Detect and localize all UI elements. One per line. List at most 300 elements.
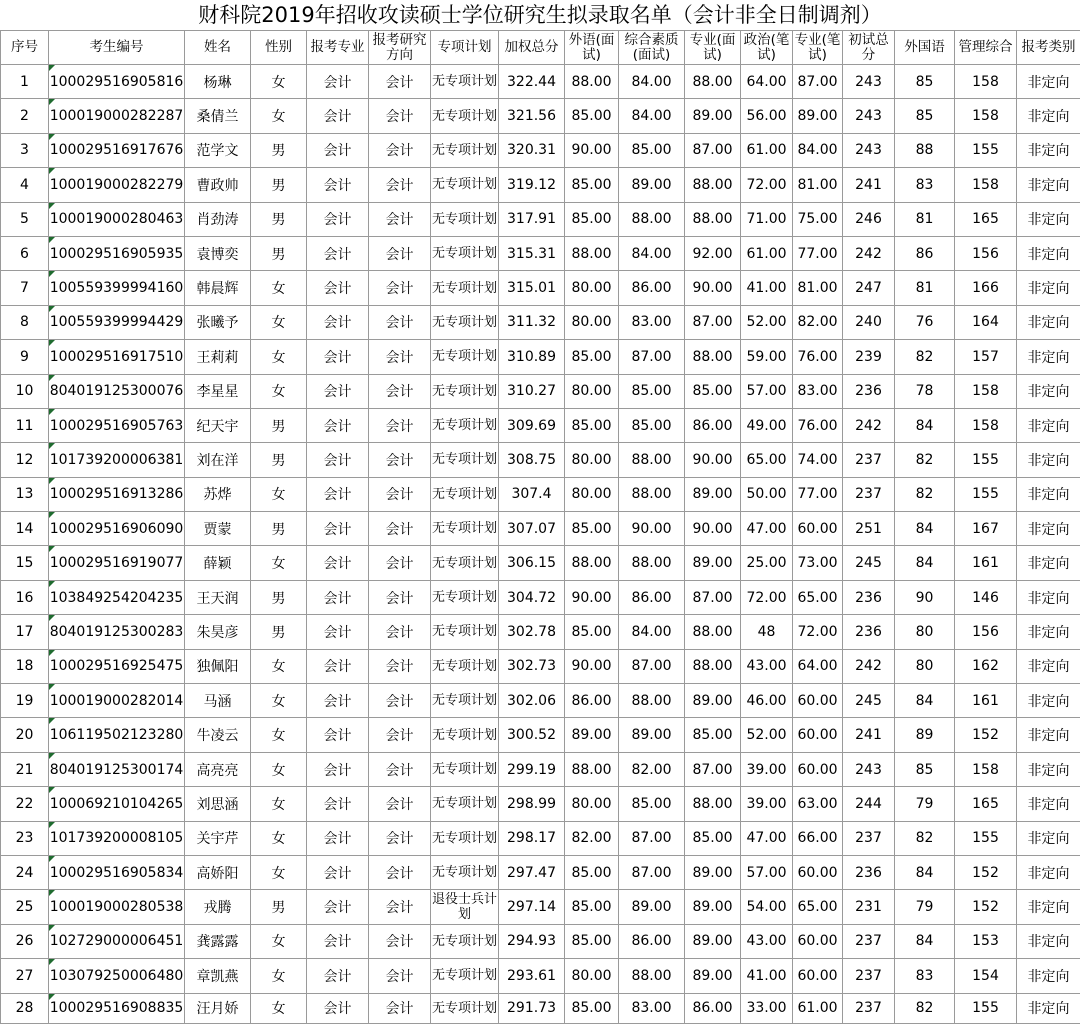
cell-major-written: 77.00 xyxy=(793,236,843,270)
cell-major-interview: 87.00 xyxy=(685,305,741,339)
table-row xyxy=(1,718,1080,752)
cell-major-interview: 89.00 xyxy=(685,890,741,924)
cell-special-plan: 无专项计划 xyxy=(431,477,499,511)
cell-overall-quality-interview: 84.00 xyxy=(619,236,685,270)
cell-major: 会计 xyxy=(307,821,369,855)
cell-politics-written: 43.00 xyxy=(741,924,793,958)
cell-special-plan: 退役士兵计划 xyxy=(431,890,499,924)
cell-research-direction: 会计 xyxy=(369,305,431,339)
cell-major-written: 60.00 xyxy=(793,924,843,958)
cell-major-interview: 86.00 xyxy=(685,408,741,442)
cell-management-comprehensive: 152 xyxy=(955,855,1017,889)
cell-politics-written: 72.00 xyxy=(741,168,793,202)
cell-politics-written: 57.00 xyxy=(741,855,793,889)
column-header-special-plan: 专项计划 xyxy=(431,31,499,65)
cell-application-category: 非定向 xyxy=(1017,787,1080,821)
cell-weighted-total: 299.19 xyxy=(499,752,565,786)
cell-weighted-total: 310.89 xyxy=(499,340,565,374)
cell-preliminary-total: 236 xyxy=(843,374,895,408)
cell-weighted-total: 302.78 xyxy=(499,615,565,649)
table-row xyxy=(1,855,1080,889)
cell-foreign-language-interview: 80.00 xyxy=(565,443,619,477)
cell-application-category: 非定向 xyxy=(1017,168,1080,202)
cell-management-comprehensive: 155 xyxy=(955,443,1017,477)
cell-weighted-total: 321.56 xyxy=(499,99,565,133)
cell-overall-quality-interview: 84.00 xyxy=(619,99,685,133)
cell-name: 王莉莉 xyxy=(185,340,251,374)
cell-management-comprehensive: 158 xyxy=(955,408,1017,442)
cell-preliminary-total: 242 xyxy=(843,236,895,270)
cell-major: 会计 xyxy=(307,65,369,99)
table-row xyxy=(1,236,1080,270)
cell-gender: 女 xyxy=(251,855,307,889)
cell-foreign-language-interview: 85.00 xyxy=(565,512,619,546)
cell-name: 李星星 xyxy=(185,374,251,408)
cell-major-written: 77.00 xyxy=(793,477,843,511)
cell-foreign-language: 90 xyxy=(895,580,955,614)
cell-foreign-language-interview: 89.00 xyxy=(565,718,619,752)
cell-major-written: 60.00 xyxy=(793,684,843,718)
cell-preliminary-total: 246 xyxy=(843,202,895,236)
table-row xyxy=(1,649,1080,683)
cell-weighted-total: 310.27 xyxy=(499,374,565,408)
cell-candidate-id: 103079250006480 xyxy=(49,959,185,993)
cell-major-written: 74.00 xyxy=(793,443,843,477)
cell-weighted-total: 319.12 xyxy=(499,168,565,202)
cell-candidate-id: 101739200006381 xyxy=(49,443,185,477)
cell-major-interview: 88.00 xyxy=(685,649,741,683)
cell-weighted-total: 317.91 xyxy=(499,202,565,236)
cell-special-plan: 无专项计划 xyxy=(431,99,499,133)
table-row xyxy=(1,684,1080,718)
cell-preliminary-total: 242 xyxy=(843,408,895,442)
cell-seq: 4 xyxy=(1,168,49,202)
cell-overall-quality-interview: 90.00 xyxy=(619,512,685,546)
cell-foreign-language: 82 xyxy=(895,821,955,855)
cell-major-written: 60.00 xyxy=(793,752,843,786)
cell-politics-written: 52.00 xyxy=(741,718,793,752)
cell-politics-written: 54.00 xyxy=(741,890,793,924)
admission-table xyxy=(0,30,1080,1024)
cell-candidate-id: 100559399994429 xyxy=(49,305,185,339)
cell-gender: 女 xyxy=(251,924,307,958)
cell-overall-quality-interview: 87.00 xyxy=(619,821,685,855)
cell-weighted-total: 293.61 xyxy=(499,959,565,993)
cell-special-plan: 无专项计划 xyxy=(431,959,499,993)
cell-name: 马涵 xyxy=(185,684,251,718)
cell-weighted-total: 297.14 xyxy=(499,890,565,924)
cell-name: 汪月娇 xyxy=(185,993,251,1023)
cell-weighted-total: 297.47 xyxy=(499,855,565,889)
cell-overall-quality-interview: 84.00 xyxy=(619,65,685,99)
cell-overall-quality-interview: 84.00 xyxy=(619,615,685,649)
cell-overall-quality-interview: 88.00 xyxy=(619,959,685,993)
cell-research-direction: 会计 xyxy=(369,133,431,167)
column-header-seq: 序号 xyxy=(1,31,49,65)
cell-major-written: 76.00 xyxy=(793,340,843,374)
cell-major-written: 87.00 xyxy=(793,65,843,99)
cell-special-plan: 无专项计划 xyxy=(431,340,499,374)
cell-candidate-id: 100019000282279 xyxy=(49,168,185,202)
column-header-application-category: 报考类别 xyxy=(1017,31,1080,65)
cell-name: 刘在洋 xyxy=(185,443,251,477)
cell-management-comprehensive: 161 xyxy=(955,684,1017,718)
cell-foreign-language: 82 xyxy=(895,340,955,374)
cell-special-plan: 无专项计划 xyxy=(431,684,499,718)
cell-research-direction: 会计 xyxy=(369,684,431,718)
cell-overall-quality-interview: 88.00 xyxy=(619,684,685,718)
cell-research-direction: 会计 xyxy=(369,821,431,855)
cell-foreign-language-interview: 82.00 xyxy=(565,821,619,855)
cell-foreign-language: 84 xyxy=(895,924,955,958)
cell-gender: 女 xyxy=(251,477,307,511)
cell-major: 会计 xyxy=(307,202,369,236)
cell-major-interview: 92.00 xyxy=(685,236,741,270)
cell-special-plan: 无专项计划 xyxy=(431,787,499,821)
cell-candidate-id: 100559399994160 xyxy=(49,271,185,305)
cell-application-category: 非定向 xyxy=(1017,408,1080,442)
cell-foreign-language-interview: 80.00 xyxy=(565,374,619,408)
cell-seq: 13 xyxy=(1,477,49,511)
cell-major-written: 60.00 xyxy=(793,718,843,752)
cell-politics-written: 25.00 xyxy=(741,546,793,580)
cell-weighted-total: 300.52 xyxy=(499,718,565,752)
cell-major-interview: 88.00 xyxy=(685,168,741,202)
table-row xyxy=(1,340,1080,374)
cell-seq: 1 xyxy=(1,65,49,99)
column-header-major-written: 专业(笔试) xyxy=(793,31,843,65)
cell-major-written: 75.00 xyxy=(793,202,843,236)
cell-foreign-language-interview: 85.00 xyxy=(565,202,619,236)
cell-weighted-total: 302.06 xyxy=(499,684,565,718)
cell-research-direction: 会计 xyxy=(369,752,431,786)
cell-major: 会计 xyxy=(307,993,369,1023)
cell-management-comprehensive: 158 xyxy=(955,65,1017,99)
cell-major-written: 72.00 xyxy=(793,615,843,649)
cell-gender: 女 xyxy=(251,65,307,99)
cell-seq: 27 xyxy=(1,959,49,993)
cell-candidate-id: 100029516917510 xyxy=(49,340,185,374)
cell-application-category: 非定向 xyxy=(1017,133,1080,167)
cell-major-interview: 89.00 xyxy=(685,959,741,993)
cell-special-plan: 无专项计划 xyxy=(431,236,499,270)
cell-major: 会计 xyxy=(307,340,369,374)
cell-special-plan: 无专项计划 xyxy=(431,855,499,889)
cell-gender: 男 xyxy=(251,580,307,614)
cell-overall-quality-interview: 83.00 xyxy=(619,993,685,1023)
cell-seq: 18 xyxy=(1,649,49,683)
cell-foreign-language: 83 xyxy=(895,959,955,993)
cell-seq: 21 xyxy=(1,752,49,786)
cell-foreign-language-interview: 85.00 xyxy=(565,855,619,889)
cell-gender: 女 xyxy=(251,649,307,683)
column-header-weighted-total: 加权总分 xyxy=(499,31,565,65)
page-title: 财科院2019年招收攻读硕士学位研究生拟录取名单（会计非全日制调剂） xyxy=(198,3,882,27)
cell-foreign-language: 84 xyxy=(895,408,955,442)
column-header-gender: 性别 xyxy=(251,31,307,65)
cell-major-written: 83.00 xyxy=(793,374,843,408)
cell-foreign-language-interview: 86.00 xyxy=(565,684,619,718)
cell-application-category: 非定向 xyxy=(1017,890,1080,924)
cell-research-direction: 会计 xyxy=(369,993,431,1023)
cell-management-comprehensive: 152 xyxy=(955,890,1017,924)
cell-management-comprehensive: 146 xyxy=(955,580,1017,614)
cell-research-direction: 会计 xyxy=(369,649,431,683)
cell-major: 会计 xyxy=(307,443,369,477)
cell-foreign-language-interview: 85.00 xyxy=(565,615,619,649)
cell-major-interview: 85.00 xyxy=(685,374,741,408)
cell-major: 会计 xyxy=(307,924,369,958)
cell-major-interview: 88.00 xyxy=(685,65,741,99)
cell-foreign-language: 85 xyxy=(895,752,955,786)
cell-foreign-language-interview: 85.00 xyxy=(565,408,619,442)
column-header-major-interview: 专业(面试) xyxy=(685,31,741,65)
cell-special-plan: 无专项计划 xyxy=(431,305,499,339)
table-row xyxy=(1,65,1080,99)
cell-overall-quality-interview: 85.00 xyxy=(619,133,685,167)
cell-foreign-language-interview: 85.00 xyxy=(565,99,619,133)
table-row xyxy=(1,752,1080,786)
cell-management-comprehensive: 166 xyxy=(955,271,1017,305)
cell-overall-quality-interview: 88.00 xyxy=(619,546,685,580)
table-row xyxy=(1,168,1080,202)
table-row xyxy=(1,374,1080,408)
cell-application-category: 非定向 xyxy=(1017,993,1080,1023)
cell-foreign-language: 82 xyxy=(895,443,955,477)
cell-name: 杨琳 xyxy=(185,65,251,99)
cell-candidate-id: 100019000280463 xyxy=(49,202,185,236)
cell-weighted-total: 304.72 xyxy=(499,580,565,614)
cell-preliminary-total: 244 xyxy=(843,787,895,821)
cell-major-interview: 89.00 xyxy=(685,99,741,133)
cell-name: 高娇阳 xyxy=(185,855,251,889)
column-header-foreign-language-interview: 外语(面试) xyxy=(565,31,619,65)
cell-major: 会计 xyxy=(307,959,369,993)
cell-special-plan: 无专项计划 xyxy=(431,168,499,202)
cell-research-direction: 会计 xyxy=(369,271,431,305)
cell-name: 龚露露 xyxy=(185,924,251,958)
cell-preliminary-total: 243 xyxy=(843,99,895,133)
column-header-name: 姓名 xyxy=(185,31,251,65)
cell-foreign-language: 84 xyxy=(895,546,955,580)
table-row xyxy=(1,890,1080,924)
cell-preliminary-total: 236 xyxy=(843,855,895,889)
cell-gender: 男 xyxy=(251,512,307,546)
cell-gender: 女 xyxy=(251,993,307,1023)
cell-seq: 17 xyxy=(1,615,49,649)
cell-management-comprehensive: 155 xyxy=(955,133,1017,167)
cell-foreign-language-interview: 85.00 xyxy=(565,890,619,924)
cell-gender: 男 xyxy=(251,202,307,236)
cell-overall-quality-interview: 83.00 xyxy=(619,305,685,339)
table-row xyxy=(1,99,1080,133)
cell-foreign-language-interview: 80.00 xyxy=(565,787,619,821)
cell-name: 刘思涵 xyxy=(185,787,251,821)
cell-overall-quality-interview: 88.00 xyxy=(619,477,685,511)
cell-overall-quality-interview: 86.00 xyxy=(619,924,685,958)
cell-major-interview: 87.00 xyxy=(685,133,741,167)
cell-overall-quality-interview: 86.00 xyxy=(619,580,685,614)
cell-candidate-id: 100029516913286 xyxy=(49,477,185,511)
cell-candidate-id: 106119502123280 xyxy=(49,718,185,752)
cell-special-plan: 无专项计划 xyxy=(431,615,499,649)
cell-seq: 24 xyxy=(1,855,49,889)
cell-gender: 女 xyxy=(251,340,307,374)
cell-politics-written: 47.00 xyxy=(741,512,793,546)
cell-application-category: 非定向 xyxy=(1017,477,1080,511)
cell-preliminary-total: 231 xyxy=(843,890,895,924)
cell-candidate-id: 100029516905816 xyxy=(49,65,185,99)
cell-management-comprehensive: 155 xyxy=(955,477,1017,511)
cell-foreign-language: 88 xyxy=(895,133,955,167)
cell-major-written: 81.00 xyxy=(793,168,843,202)
cell-seq: 9 xyxy=(1,340,49,374)
cell-research-direction: 会计 xyxy=(369,408,431,442)
cell-major-written: 89.00 xyxy=(793,99,843,133)
cell-candidate-id: 100069210104265 xyxy=(49,787,185,821)
cell-seq: 6 xyxy=(1,236,49,270)
cell-major: 会计 xyxy=(307,615,369,649)
cell-politics-written: 50.00 xyxy=(741,477,793,511)
cell-foreign-language: 84 xyxy=(895,684,955,718)
column-header-management-comprehensive: 管理综合 xyxy=(955,31,1017,65)
cell-research-direction: 会计 xyxy=(369,340,431,374)
cell-research-direction: 会计 xyxy=(369,580,431,614)
cell-major: 会计 xyxy=(307,855,369,889)
cell-management-comprehensive: 158 xyxy=(955,752,1017,786)
table-row xyxy=(1,580,1080,614)
table-row xyxy=(1,993,1080,1023)
cell-gender: 男 xyxy=(251,443,307,477)
cell-gender: 男 xyxy=(251,408,307,442)
column-header-overall-quality-interview: 综合素质(面试) xyxy=(619,31,685,65)
cell-major: 会计 xyxy=(307,649,369,683)
cell-gender: 女 xyxy=(251,271,307,305)
cell-major-written: 65.00 xyxy=(793,890,843,924)
cell-management-comprehensive: 164 xyxy=(955,305,1017,339)
cell-major-interview: 87.00 xyxy=(685,580,741,614)
cell-major-written: 66.00 xyxy=(793,821,843,855)
cell-weighted-total: 311.32 xyxy=(499,305,565,339)
cell-major: 会计 xyxy=(307,512,369,546)
cell-preliminary-total: 243 xyxy=(843,133,895,167)
cell-major-written: 63.00 xyxy=(793,787,843,821)
cell-major-interview: 90.00 xyxy=(685,443,741,477)
cell-foreign-language: 82 xyxy=(895,993,955,1023)
column-header-foreign-language: 外国语 xyxy=(895,31,955,65)
cell-candidate-id: 100029516905763 xyxy=(49,408,185,442)
cell-management-comprehensive: 162 xyxy=(955,649,1017,683)
table-row xyxy=(1,959,1080,993)
cell-foreign-language-interview: 90.00 xyxy=(565,133,619,167)
cell-candidate-id: 100029516905935 xyxy=(49,236,185,270)
cell-application-category: 非定向 xyxy=(1017,959,1080,993)
cell-application-category: 非定向 xyxy=(1017,855,1080,889)
cell-overall-quality-interview: 89.00 xyxy=(619,168,685,202)
cell-name: 韩晨辉 xyxy=(185,271,251,305)
cell-weighted-total: 294.93 xyxy=(499,924,565,958)
cell-application-category: 非定向 xyxy=(1017,305,1080,339)
cell-candidate-id: 101739200008105 xyxy=(49,821,185,855)
cell-management-comprehensive: 153 xyxy=(955,924,1017,958)
cell-foreign-language: 81 xyxy=(895,202,955,236)
cell-foreign-language-interview: 80.00 xyxy=(565,959,619,993)
cell-foreign-language: 79 xyxy=(895,890,955,924)
cell-weighted-total: 306.15 xyxy=(499,546,565,580)
cell-foreign-language: 89 xyxy=(895,718,955,752)
cell-overall-quality-interview: 89.00 xyxy=(619,890,685,924)
cell-overall-quality-interview: 85.00 xyxy=(619,408,685,442)
cell-research-direction: 会计 xyxy=(369,512,431,546)
cell-major: 会计 xyxy=(307,546,369,580)
cell-politics-written: 72.00 xyxy=(741,580,793,614)
cell-gender: 男 xyxy=(251,615,307,649)
cell-politics-written: 41.00 xyxy=(741,959,793,993)
table-row xyxy=(1,408,1080,442)
cell-management-comprehensive: 154 xyxy=(955,959,1017,993)
cell-gender: 男 xyxy=(251,168,307,202)
cell-preliminary-total: 243 xyxy=(843,65,895,99)
cell-foreign-language-interview: 88.00 xyxy=(565,752,619,786)
cell-management-comprehensive: 157 xyxy=(955,340,1017,374)
table-row xyxy=(1,615,1080,649)
table-row xyxy=(1,271,1080,305)
cell-research-direction: 会计 xyxy=(369,99,431,133)
cell-application-category: 非定向 xyxy=(1017,924,1080,958)
cell-preliminary-total: 237 xyxy=(843,821,895,855)
cell-management-comprehensive: 152 xyxy=(955,718,1017,752)
cell-weighted-total: 315.01 xyxy=(499,271,565,305)
cell-preliminary-total: 247 xyxy=(843,271,895,305)
cell-politics-written: 64.00 xyxy=(741,65,793,99)
cell-seq: 7 xyxy=(1,271,49,305)
cell-gender: 男 xyxy=(251,890,307,924)
cell-politics-written: 65.00 xyxy=(741,443,793,477)
table-row xyxy=(1,546,1080,580)
cell-weighted-total: 309.69 xyxy=(499,408,565,442)
cell-gender: 女 xyxy=(251,821,307,855)
cell-overall-quality-interview: 88.00 xyxy=(619,443,685,477)
cell-special-plan: 无专项计划 xyxy=(431,408,499,442)
cell-special-plan: 无专项计划 xyxy=(431,993,499,1023)
cell-name: 桑倩兰 xyxy=(185,99,251,133)
cell-foreign-language: 86 xyxy=(895,236,955,270)
cell-politics-written: 61.00 xyxy=(741,133,793,167)
cell-major-written: 60.00 xyxy=(793,512,843,546)
cell-major-interview: 88.00 xyxy=(685,615,741,649)
cell-name: 戎腾 xyxy=(185,890,251,924)
cell-foreign-language-interview: 85.00 xyxy=(565,340,619,374)
cell-foreign-language: 80 xyxy=(895,649,955,683)
cell-candidate-id: 804019125300283 xyxy=(49,615,185,649)
cell-special-plan: 无专项计划 xyxy=(431,133,499,167)
cell-candidate-id: 100029516908835 xyxy=(49,993,185,1023)
cell-name: 王天润 xyxy=(185,580,251,614)
cell-weighted-total: 298.99 xyxy=(499,787,565,821)
cell-research-direction: 会计 xyxy=(369,477,431,511)
cell-special-plan: 无专项计划 xyxy=(431,580,499,614)
cell-application-category: 非定向 xyxy=(1017,271,1080,305)
cell-preliminary-total: 240 xyxy=(843,305,895,339)
cell-gender: 男 xyxy=(251,133,307,167)
cell-major: 会计 xyxy=(307,890,369,924)
cell-seq: 15 xyxy=(1,546,49,580)
cell-foreign-language-interview: 80.00 xyxy=(565,477,619,511)
cell-application-category: 非定向 xyxy=(1017,649,1080,683)
table-row xyxy=(1,443,1080,477)
cell-foreign-language-interview: 85.00 xyxy=(565,168,619,202)
cell-weighted-total: 307.4 xyxy=(499,477,565,511)
